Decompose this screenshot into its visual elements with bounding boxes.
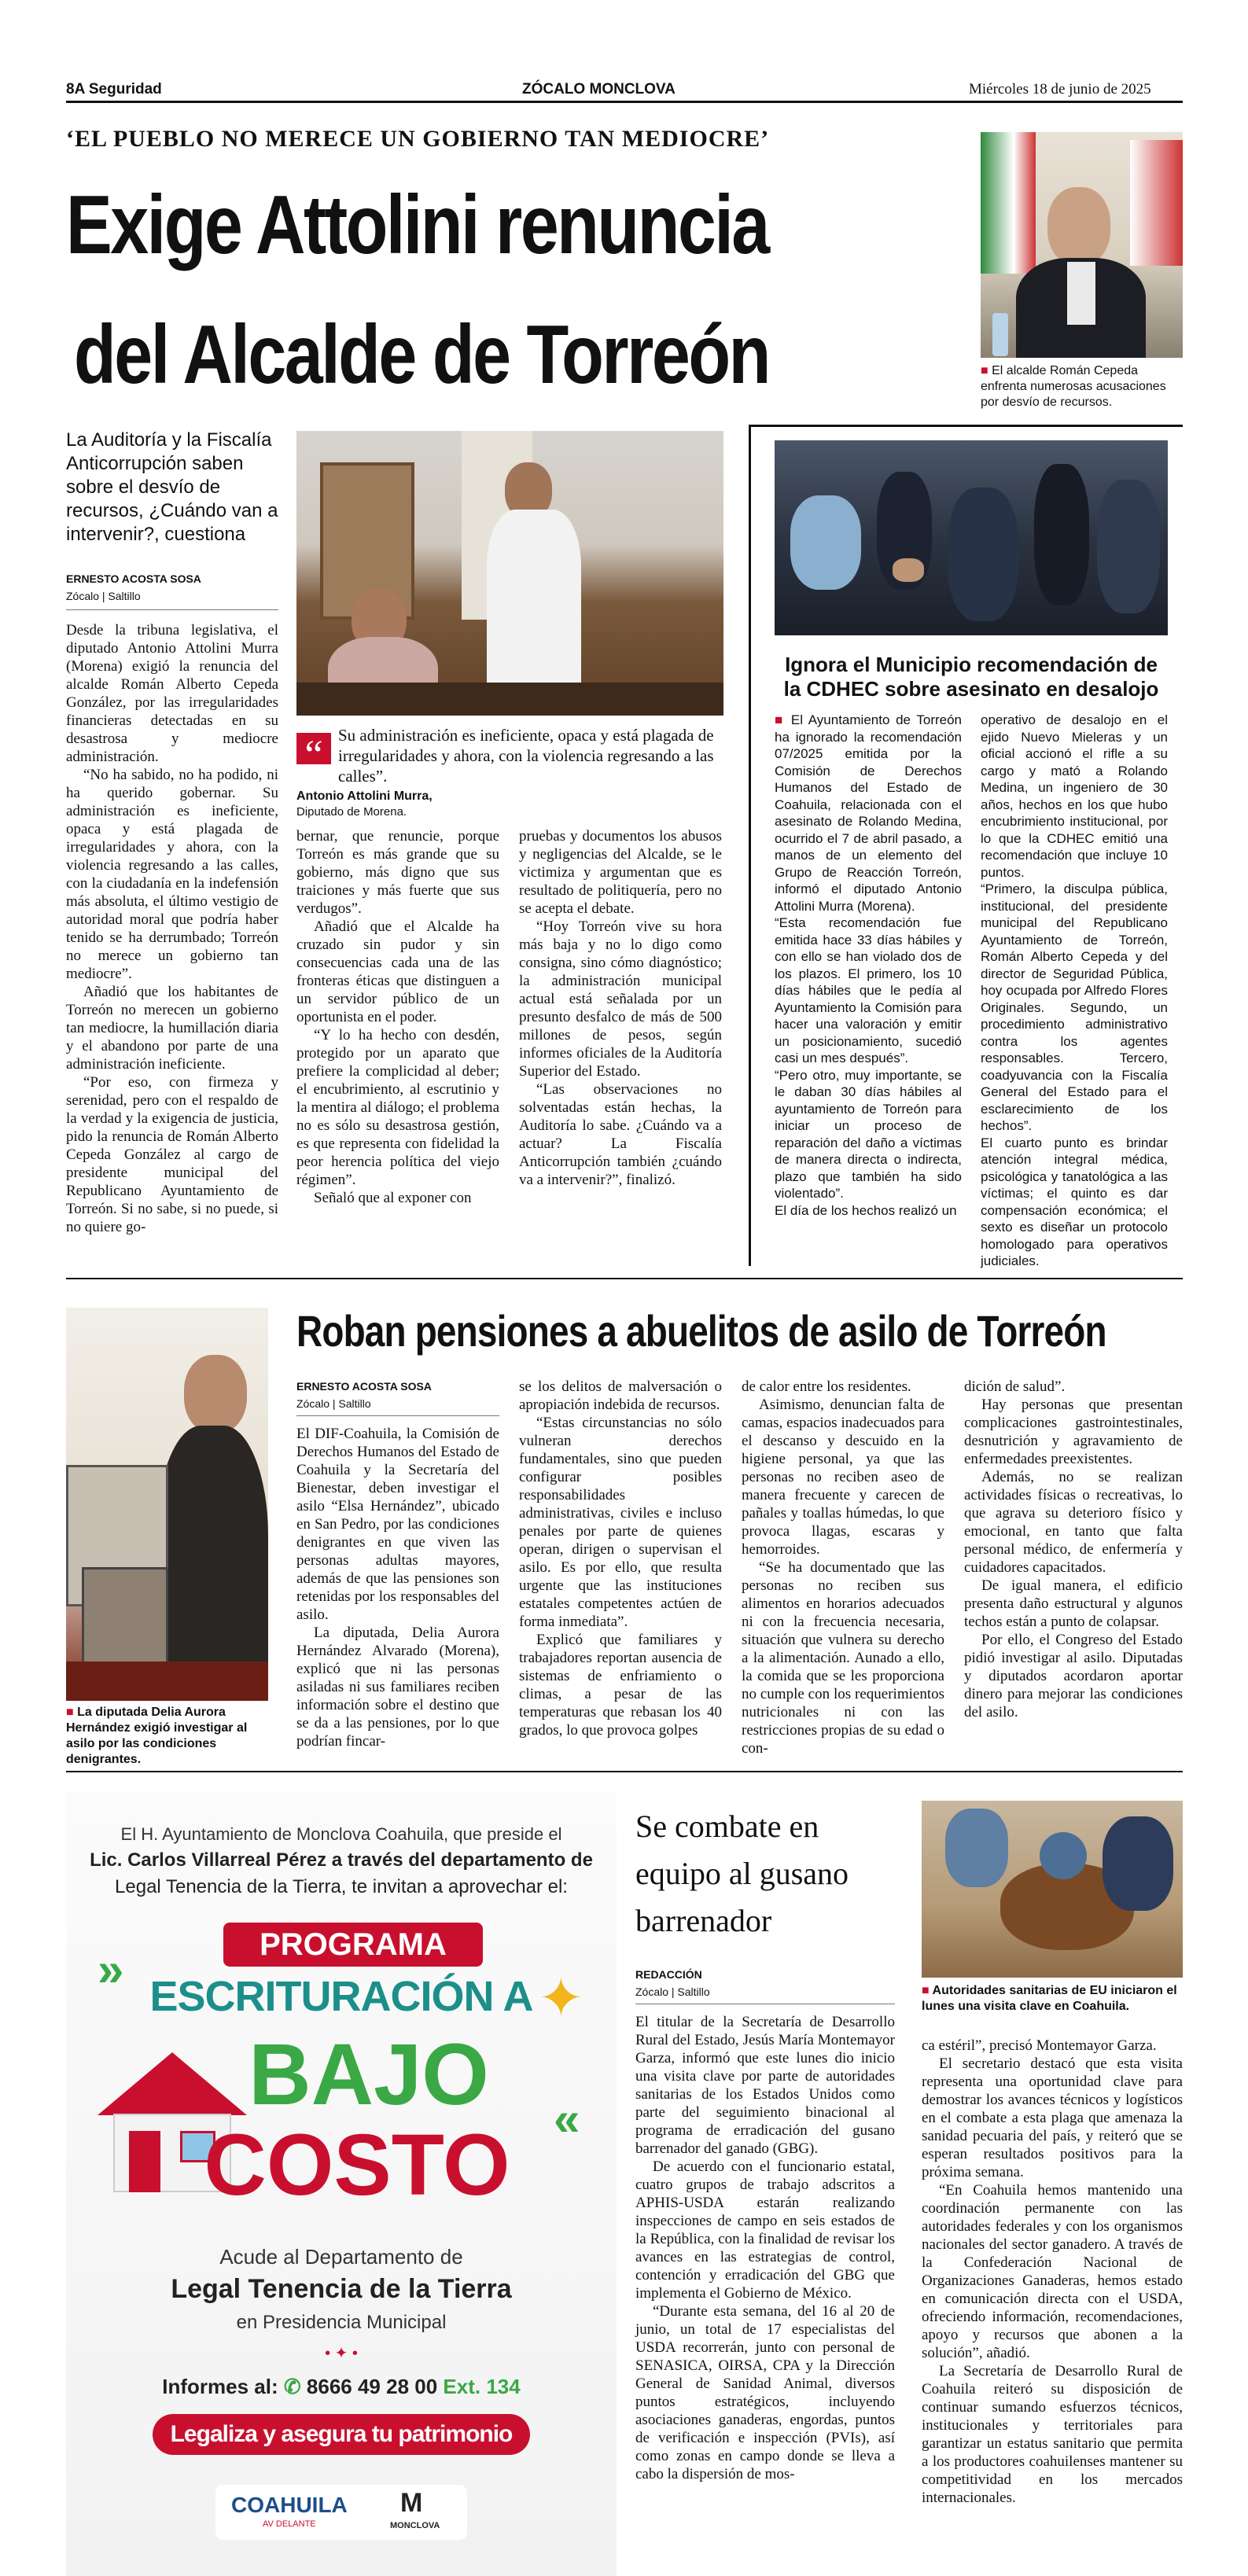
paragraph: “Y lo ha hecho con desdén, protegido por un aparato que prefiere la complicidad al deber; el encubrimiento, al escrutinio y la mentira al diálogo; el problema no es sólo su desastrosa gestión, es que representa con fidelidad la peor herencia política del viejo régimen”. [296,1027,499,1188]
pensiones-location: Zócalo | Saltillo [296,1397,371,1410]
paragraph: “Se ha documentado que las personas no reciben sus alimentos en horarios adecuados ni con la frecuencia necesaria, situación que vulnera su derecho a la alimentación. Aunado a ello, la comida que se les proporciona no cumple con los requerimientos nutricionales ni con las restricciones propias de su edad o con- [742,1559,944,1757]
pensiones-byline: ERNESTO ACOSTA SOSA [296,1380,432,1393]
paragraph: operativo de desalojo en el ejido Nuevo Mieleras y un oficial accionó el rifle a su cargo y mató a Rolando Medina, un ingeniero de 30 años, hechos en los que hubo encubrimiento institucional, por lo que la CDHEC emitió una recomendación que incluye 10 puntos. [981,712,1168,880]
paragraph: El DIF-Coahuila, la Comisión de Derechos Humanos del Estado de Coahuila y la Secretaría del Bienestar, deben investigar el asilo “Elsa Hernández”, ubicado en San Pedro, por las condiciones denigrantes en que viven las personas adultas mayores, además de que las pensiones son retenidas por los responsables del asilo. [296,1426,499,1623]
quote-author: Antonio Attolini Murra, [296,789,433,803]
lead-headline-line2: del Alcalde de Torreón [74,308,769,401]
paragraph: “Durante esta semana, del 16 al 20 de junio, un total de 17 especialistas del USDA recorrerán, junto con personal de SENASICA, OIRSA, CPA y la Dirección General de Sanidad Animal, diversos puntos estratégicos, incluyendo asociaciones ganaderas, engordas, puntos de verificación e inspección (PVIs), así como zonas en campo donde se lleva a cabo la dispersión de mos- [635,2303,895,2482]
paragraph: Explicó que familiares y trabajadores reportan ausencia de sistemas de enfriamiento o climas, a pesar de las temperaturas que rebasan los 40 grados, lo que provoca golpes [519,1632,722,1739]
ganado-caption: ■ Autoridades sanitarias de EU iniciaron el lunes una visita clave en Coahuila. [922,1984,1177,2013]
lead-byline: ERNESTO ACOSTA SOSA [66,572,201,585]
ganado-caption-text: Autoridades sanitarias de EU iniciaron el lunes una visita clave en Coahuila. [922,1984,1177,2013]
ad-intro-line3: Legal Tenencia de la Tierra, te invitan a aprovechar el: [115,1876,568,1897]
mayor-photo-caption: ■ El alcalde Román Cepeda enfrenta numerosas acusaciones por desvío de recursos. [981,364,1166,409]
star-icon: ✦ [538,1969,584,2030]
paragraph: “Estas circunstancias no sólo vulneran derechos fundamentales, sino que pueden configurar posibles responsabilidades administrativas, civiles e incluso penales por parte de quienes operan, dirigen o supervisan el asilo. Es por ello, que resulta urgente que las instituciones estatales competentes actúen de forma inmediata”. [519,1415,722,1630]
lead-deck: La Auditoría y la Fiscalía Anticorrupción saben sobre el desvío de recursos, ¿Cuándo van a intervenir?, cuestiona [66,429,278,545]
mayor-caption-text: El alcalde Román Cepeda enfrenta numerosas acusaciones por desvío de recursos. [981,364,1166,409]
ad-legal-tenencia: Legal Tenencia de la Tierra [171,2274,512,2304]
lead-column-2 [296,827,499,1207]
chevron-right-icon: « [554,2092,580,2145]
paragraph: dición de salud”. [964,1378,1066,1395]
ad-informes-label: Informes al: [162,2375,278,2398]
gusano-byline: REDACCIÓN [635,1968,702,1981]
ad-acude: Acude al Departamento de [219,2245,463,2269]
paragraph: ca estéril”, precisó Montemayor Garza. [922,2037,1157,2054]
police-photo [775,440,1168,635]
whatsapp-icon: ✆ [283,2375,301,2398]
paragraph: El titular de la Secretaría de Desarrollo Rural del Estado, Jesús María Montemayor Garza, informó que este lunes dio inicio una visita clave por parte de autoridades sanitarias de los Estados Unidos como parte del seguimiento binacional al programa de erradicación del gusano barrenador del ganado (GBG). [635,2014,895,2157]
paragraph: se los delitos de malversación o apropiación indebida de recursos. [519,1378,722,1413]
paragraph: “Hoy Torreón vive su hora más baja y no lo digo como consigna, sino cómo diagnóstico; la administración municipal actual está señalada por un presunto desfalco de más de 500 millones de pesos, según informes oficiales de la Auditoría Superior del Estado. [519,918,722,1080]
paragraph: “Pero otro, muy importante, se le daban 30 días hábiles al ayuntamiento de Torreón para iniciar un proceso de reparación del daño a víctimas de manera directa o indirecta, plazo que también ha sido violentado”. [775,1067,962,1201]
ad-bajo: BAJO [248,2026,489,2123]
paragraph: Señaló que al exponer con [314,1190,472,1206]
monclova-logo-sub: MONCLOVA [390,2521,440,2530]
attolini-photo [296,431,723,716]
paragraph: Añadió que el Alcalde ha cruzado sin pudor y sin consecuencias cada una de las fronteras éticas que distinguen a un servidor público de un oportunista en el poder. [296,918,499,1025]
coahuila-logo: COAHUILA [231,2493,348,2517]
section-label: 8A Seguridad [66,81,162,98]
pensiones-byline-rule [296,1415,499,1416]
paragraph: “No ha sabido, no ha podido, ni ha querido gobernar. Su administración es ineficiente, opaca y está plagada de irregularidades y ahora, con la violencia regresando a las calles, con la ciudadanía en la indefensión más absoluta, el último vestigio de autoridad moral que podría haber tenido se ha derrumbado; Torreón no merece un gobierno tan mediocre”. [66,767,278,982]
ad-intro-line2: Lic. Carlos Villarreal Pérez a través del departamento de [90,1849,593,1871]
lead-headline-line1: Exige Attolini renuncia [66,178,768,271]
gusano-column-2 [922,2037,1183,2507]
ad-informes-row [160,2375,522,2399]
advertisement [66,1793,617,2576]
newspaper-name: ZÓCALO MONCLOVA [522,81,676,98]
paragraph: De igual manera, el edificio presenta daño estructural y algunos techos están a punto de colapsar. [964,1577,1183,1630]
paragraph: El día de los hechos realizó un [775,1202,957,1218]
paragraph: Desde la tribuna legislativa, el diputado Antonio Attolini Murra (Morena) exigió la renuncia del alcalde Román Alberto Cepeda González, por las irregularidades financieras detectadas en su desastrosa y mediocre administración. [66,622,278,765]
paragraph: Asimismo, denuncian falta de camas, espacios inadecuados para el descanso y descuido en la higiene personal, ya que las personas no reciben aseo de manera frecuente y carecen de pañales y toallas húmedas, lo que provoca llagas, escaras y hemorroides. [742,1397,944,1558]
paragraph: La diputada, Delia Aurora Hernández Alvarado (Morena), explicó que ni las personas asiladas ni sus familiares reciben información sobre el destino que se da a las pensiones, por lo que podrían fincar- [296,1625,499,1750]
diputada-photo [66,1308,268,1701]
mayor-photo [981,132,1183,358]
ad-dots: • ✦ • [325,2345,358,2362]
ad-intro-line1: El H. Ayuntamiento de Monclova Coahuila, que preside el [120,1824,562,1844]
paragraph-text: El Ayuntamiento de Torreón ha ignorado la recomendación 07/2025 emitida por la Comisión de Derechos Humanos del Estado de Coahuila, relacionada con el asesinato de Rolando Medina, ocurrido el 7 de abril pasado, a manos de un elemento del Grupo de Reacción Torreón, informó el diputado Antonio Attolini Murra (Morena). [775,712,962,914]
sidebar-headline: Ignora el Municipio recomendación de la CDHEC sobre asesinato en desalojo [783,653,1159,701]
paragraph: bernar, que renuncie, porque Torreón es más grande que su gobierno, más digno que sus traiciones y más fuerte que sus verdugos”. [296,828,499,917]
paragraph: De acuerdo con el funcionario estatal, cuatro grupos de trabajo adscritos a APHIS-USDA estarán realizando inspecciones de campo en seis estados de la República, con la finalidad de revisar los avances en las estrategias de control, contención y erradicación del GBG que implementa el Gobierno de México. [635,2158,895,2302]
ad-costo: COSTO [204,2117,510,2214]
sidebar-column-1 [775,712,962,1219]
paragraph: “Por eso, con firmeza y serenidad, pero con el respaldo de la verdad y la exigencia de justicia, pido la renuncia de Román Alberto Cepeda González al cargo de presidente municipal del Republicano Ayuntamiento de Torreón. Si no sabe, si no puede, si no quiere go- [66,1074,278,1235]
pensiones-column-4 [964,1378,1183,1721]
programa-banner: PROGRAMA [223,1923,483,1967]
pensiones-column-2 [519,1378,722,1739]
quote-role: Diputado de Morena. [296,805,407,819]
header-rule [66,101,1183,103]
sidebar-column-2 [981,712,1168,1270]
gusano-headline-line3: barrenador [635,1903,772,1938]
ad-ext: Ext. 134 [443,2375,521,2398]
diputada-caption-text: La diputada Delia Aurora Hernández exigió investigar al asilo por las condiciones denigrantes. [66,1706,248,1766]
lead-column-3 [519,827,722,1189]
gusano-headline-line1: Se combate en [635,1809,819,1844]
pensiones-column-3 [742,1378,944,1757]
paragraph: La Secretaría de Desarrollo Rural de Coahuila reiteró su disposición de continuar sumando esfuerzos técnicos, institucionales y territoriales para garantizar un estatus sanitario que permita a los productores coahuilenses mantener su competitividad en los mercados internacionales. [922,2363,1183,2506]
paragraph: “En Coahuila hemos mantenido una coordinación permanente con las autoridades federales y con los organismos nacionales del sector ganadero. A través de la Confederación Nacional de Organizaciones Ganaderas, hemos estado en comunicación directa con el USDA, ofreciendo información, recomendaciones, apoyo y recursos que abonen a la solución”, añadió. [922,2182,1183,2361]
lead-column-1 [66,621,278,1236]
ad-presidencia: en Presidencia Municipal [236,2312,447,2333]
lead-location: Zócalo | Saltillo [66,590,141,602]
paragraph: Además, no se realizan actividades físicas o recreativas, lo que agrava su deterioro físico y emocional, en tanto que falta personal médico, de enfermería y cuidadores capacitados. [964,1469,1183,1576]
paragraph: Por ello, el Congreso del Estado pidió investigar al asilo. Diputadas y diputados acordaron aportar dinero para mejorar las condiciones del asilo. [964,1632,1183,1720]
ad-phone: 8666 49 28 00 [306,2375,438,2398]
paragraph: El cuarto punto es brindar atención integral médica, psicológica y tanatológica a las víctimas; el quinto es dar compensación económica; el sexto es diseñar un protocolo homologado para operativos judiciales. [981,1135,1168,1268]
paragraph: ■ El Ayuntamiento de Torreón ha ignorado la recomendación 07/2025 emitida por la Comisión de Derechos Humanos del Estado de Coahuila, relacionada con el asesinato de Rolando Medina, ocurrido el 7 de abril pasado, a manos de un elemento del Grupo de Reacción Torreón, informó el diputado Antonio Attolini Murra (Morena). [775,712,962,914]
issue-date: Miércoles 18 de junio de 2025 [969,81,1151,98]
pensiones-headline: Roban pensiones a abuelitos de asilo de Torreón [296,1306,1106,1356]
monclova-logo: M [400,2488,423,2518]
paragraph: “Las observaciones no solventadas están hechas, la Auditoría lo sabe. ¿Cuándo va a actuar? La Fiscalía Anticorrupción también ¿cuándo va a intervenir?”, finalizó. [519,1081,722,1188]
paragraph: “Primero, la disculpa pública, institucional, del presidente municipal del Republicano Ayuntamiento de Torreón, Román Alberto Cepeda y del director de Seguridad Pública, hoy ocupada por Alfredo Flores Originales. Segundo, un procedimiento administrativo contra los agentes responsables. Tercero, coadyuvancia con la Fiscalía General del Estado para el esclarecimiento de los hechos”. [981,881,1168,1133]
gusano-headline-line2: equipo al gusano [635,1856,849,1891]
byline-rule [66,609,278,610]
paragraph: de calor entre los residentes. [742,1378,911,1395]
paragraph: Añadió que los habitantes de Torreón no merecen un gobierno tan mediocre, la humillación diaria y el abandono por parte de una administración ineficiente. [66,984,278,1073]
diputada-caption: ■ La diputada Delia Aurora Hernández exigió investigar al asilo por las condiciones denigrantes. [66,1706,248,1766]
section-rule-1 [66,1278,1183,1279]
pull-quote: Su administración es ineficiente, opaca y está plagada de irregularidades y ahora, con la violencia regresando a las calles”. [338,726,714,786]
paragraph: “Esta recomendación fue emitida hace 33 días hábiles y con ello se han violado dos de los plazos. El primero, los 10 días hábiles que le pedía al Ayuntamiento la Comisión para hacer una valoración y emitir un posicionamiento, sucedió casi un mes después”. [775,915,962,1065]
ganado-photo [922,1801,1183,1978]
paragraph: Hay personas que presentan complicaciones gastrointestinales, desnutrición y agravamiento de enfermedades preexistentes. [964,1397,1183,1467]
quote-icon: “ [296,733,331,764]
gusano-location: Zócalo | Saltillo [635,1985,710,1998]
chevron-left-icon: » [98,1943,124,1996]
ad-legaliza-banner: Legaliza y asegura tu patrimonio [153,2414,530,2455]
paragraph: pruebas y documentos los abusos y negligencias del Alcalde, se le victimiza y argumentan que es resultado de politiquería, pero no se acepta el debate. [519,828,722,917]
section-rule-2 [66,1771,1183,1772]
paragraph: El secretario destacó que esta visita representa una oportunidad clave para demostrar los avances técnicos y logísticos en el combate a esta plaga que amenaza la sanidad pecuaria del país, y reiteró que se esperan resultados positivos para la próxima semana. [922,2055,1183,2180]
gusano-column-1 [635,2013,895,2483]
ad-logo-bar [215,2485,467,2540]
lead-kicker: ‘EL PUEBLO NO MERECE UN GOBIERNO TAN MEDIOCRE’ [66,126,770,152]
pensiones-column-1 [296,1425,499,1750]
coahuila-logo-sub: AV DELANTE [263,2519,316,2529]
ad-escrituracion: ESCRITURACIÓN A [149,1973,533,2020]
